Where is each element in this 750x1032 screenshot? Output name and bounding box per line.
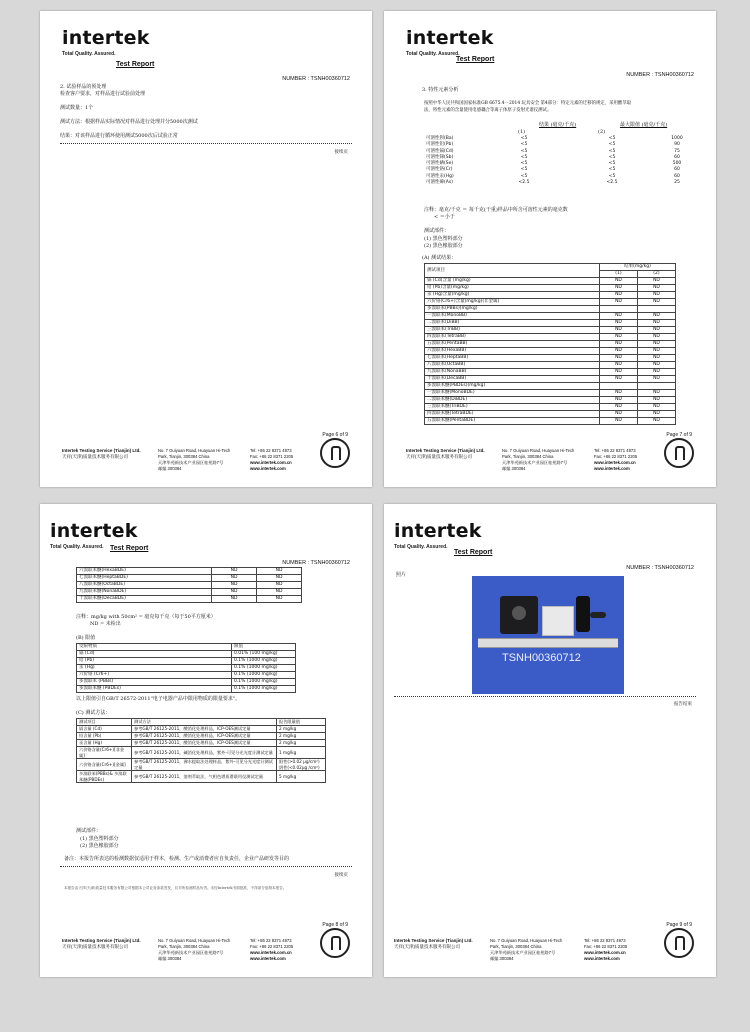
table-row bbox=[425, 418, 676, 425]
table-cell: 多溴联苯醚 (PBDEs) bbox=[77, 686, 232, 693]
table-cell: 参考GB/T 26125-2011，沸水提取法处理样品，紫外-可见分光光度计测试定量 bbox=[132, 759, 277, 771]
table-cell: 六价铬(Cr6+)含量(mg/kg)(非金属) bbox=[425, 299, 600, 306]
table-row bbox=[77, 589, 302, 596]
col-2-header: (2) bbox=[598, 129, 606, 135]
table-row bbox=[425, 306, 676, 313]
intertek-logo: intertek bbox=[394, 520, 482, 542]
table-cell: 二溴联苯(DiBB) bbox=[425, 320, 600, 327]
footer-address: No. 7 Guiyuan Road, Huayuan Hi-Tech Park, Tianjin, 300384 China 天津华苑新技术产业园区桂苑路7号 邮编 300384 bbox=[490, 938, 563, 961]
element-result-2: <5 bbox=[608, 148, 616, 154]
table-cell: ND bbox=[600, 299, 638, 306]
table-row bbox=[425, 390, 676, 397]
table-row bbox=[77, 672, 296, 679]
table-cell: 十溴联苯醚(DecaBDE) bbox=[77, 596, 212, 603]
element-result-2: <5 bbox=[608, 161, 616, 167]
table-cell: ND bbox=[637, 292, 675, 299]
photo-label: 照片 bbox=[396, 572, 407, 578]
table-cell: 0.1% (1000 mg/kg) bbox=[232, 665, 296, 672]
table-row bbox=[77, 747, 326, 759]
table-cell: ND bbox=[600, 362, 638, 369]
table-cell: 2 mg/kg bbox=[277, 733, 326, 740]
table-cell: 阳性(>0.02 μg/cm²) 阴性(<0.02μg /cm²) bbox=[277, 759, 326, 771]
table-cell: 参考GB/T 26125-2011，酸消化处理样品，ICP-OES测试定量 bbox=[132, 726, 277, 733]
limit-note: 以上限值引自GB/T 26572-2011"电子电器产品中限用物质的限量要求"。 bbox=[76, 696, 241, 702]
dotted-divider bbox=[60, 866, 352, 867]
intertek-logo: intertek bbox=[406, 27, 494, 49]
table-row bbox=[425, 383, 676, 390]
report-title: Test Report bbox=[454, 549, 493, 556]
spacer bbox=[538, 180, 598, 186]
section-line: 检查客户要求，对样品进行试验前处理 bbox=[60, 91, 146, 97]
table-cell: 七溴联苯醚(HeptaBDE) bbox=[77, 575, 212, 582]
table-cell: 2 mg/kg bbox=[277, 726, 326, 733]
table-cell: 六价铬含量(Cr6+)[金属] bbox=[77, 759, 132, 771]
table-row bbox=[425, 292, 676, 299]
table-cell: ND bbox=[637, 369, 675, 376]
brand-tagline: Total Quality. Assured. bbox=[394, 544, 448, 550]
part-item: (1) 黑色塑料部分 bbox=[80, 836, 119, 842]
page-footer bbox=[40, 432, 372, 487]
brand-tagline: Total Quality. Assured. bbox=[406, 51, 460, 57]
page-number: Page 8 of 9 bbox=[322, 922, 348, 928]
table-cell: ND bbox=[600, 397, 638, 404]
table-cell: 铅 (Pb)含量(mg/kg) bbox=[425, 285, 600, 292]
certification-seal-icon bbox=[320, 438, 350, 468]
table-cell: ND bbox=[600, 292, 638, 299]
report-number: NUMBER : TSNH00360712 bbox=[626, 72, 694, 78]
part-item: (1) 黑色塑料部分 bbox=[424, 236, 463, 242]
footer-company: Intertek Testing Service (Tianjin) Ltd. 天祥(天津)质量技术服务有限公司 bbox=[406, 448, 485, 459]
table-cell: 七溴联苯(HeptaBB) bbox=[425, 355, 600, 362]
table-cell: 八溴联苯醚(OctaBDE) bbox=[77, 582, 212, 589]
element-result-1: <5 bbox=[520, 161, 528, 167]
page-footer bbox=[384, 922, 716, 977]
report-number: NUMBER : TSNH00360712 bbox=[282, 76, 350, 82]
certification-seal-icon bbox=[664, 438, 694, 468]
table-cell: 二溴联苯醚(DiBDE) bbox=[425, 397, 600, 404]
table-cell: ND bbox=[600, 320, 638, 327]
limit-title: (B) 限值 bbox=[76, 635, 96, 641]
footer-company: Intertek Testing Service (Tianjin) Ltd. 天祥(天津)质量技术服务有限公司 bbox=[62, 448, 141, 459]
table-cell: ND bbox=[637, 334, 675, 341]
table-cell: ND bbox=[637, 327, 675, 334]
rohs-results-table bbox=[424, 263, 676, 425]
element-result-1: <5 bbox=[520, 154, 528, 160]
intro-text: 按照中华人民共和国国家标准GB 6675.4－2014 玩具安全 第4部分：特定元素的迁移的规定，采用酸萃取 bbox=[424, 101, 632, 106]
table-cell: 多溴联苯醚(PBDEs)(mg/kg) bbox=[425, 383, 600, 390]
table-cell: ND bbox=[600, 327, 638, 334]
table-row bbox=[77, 759, 326, 771]
table-row bbox=[77, 733, 326, 740]
dotted-divider bbox=[394, 696, 696, 697]
table-cell: ND bbox=[637, 404, 675, 411]
element-name: 可溶性砷(As) bbox=[426, 180, 453, 186]
table-cell: ND bbox=[212, 596, 257, 603]
table-cell: 0.1% (1000 mg/kg) bbox=[232, 672, 296, 679]
footer-address: No. 7 Guiyuan Road, Huayuan Hi-Tech Park, Tianjin, 300384 China 天津华苑新技术产业园区桂苑路7号 邮编 300384 bbox=[158, 938, 231, 961]
table-cell: 九溴联苯醚(NonaBDE) bbox=[77, 589, 212, 596]
table-row bbox=[77, 658, 296, 665]
table-row bbox=[425, 341, 676, 348]
table-cell: 参考GB/T 26125-2011，碱消化处理样品，紫外-可见分光光度计测试定量 bbox=[132, 747, 277, 759]
table-cell: ND bbox=[600, 404, 638, 411]
end-of-report: 报告结束 bbox=[674, 702, 692, 707]
table-row bbox=[425, 320, 676, 327]
element-result-1: <5 bbox=[520, 148, 528, 154]
table-cell: 一溴联苯醚(MonoBDE) bbox=[425, 390, 600, 397]
table-cell: ND bbox=[600, 355, 638, 362]
intro-text: 法，将性元素的含量使用电感耦合等离子体原子发射光谱仪测试。 bbox=[424, 108, 552, 113]
table-cell: ND bbox=[600, 376, 638, 383]
table-cell: ND bbox=[600, 348, 638, 355]
subsection-heading: (A) 测试结果： bbox=[422, 255, 457, 261]
table-cell: ND bbox=[212, 568, 257, 575]
table-cell: ND bbox=[600, 341, 638, 348]
table-cell: ND bbox=[637, 390, 675, 397]
brand-tagline: Total Quality. Assured. bbox=[50, 544, 104, 550]
table-cell: 五溴联苯醚(PentaBDE) bbox=[425, 418, 600, 425]
continued-note: 接续页 bbox=[334, 873, 348, 878]
table-cell: ND bbox=[637, 313, 675, 320]
table-cell: 多溴联苯(PBBs)(mg/kg) bbox=[425, 306, 600, 313]
table-row bbox=[425, 362, 676, 369]
table-row bbox=[425, 355, 676, 362]
result-header: 结果 (毫克/千克) bbox=[539, 122, 577, 128]
table-row bbox=[425, 334, 676, 341]
table-row bbox=[425, 397, 676, 404]
table-row bbox=[77, 740, 326, 747]
element-name: 可溶性镉(Cd) bbox=[426, 148, 454, 154]
note-text: 注释：毫克/千克 ＝ 每千克(干重)样品中所含可溶性元素的毫克数 bbox=[424, 207, 568, 213]
rohs-results-table-continued bbox=[76, 567, 302, 603]
continued-note: 接续页 bbox=[334, 150, 348, 155]
fine-print: 本报告由天祥(天津)质量技术服务有限公司根据本公司业务条款签发，仅对所检测样品负责。未经Intertek书面批准，不得部分复制本报告。 bbox=[64, 886, 287, 890]
report-title: Test Report bbox=[110, 545, 149, 552]
table-cell: 六价铬 (Cr6+) bbox=[77, 672, 232, 679]
table-row bbox=[425, 348, 676, 355]
table-cell: ND bbox=[212, 575, 257, 582]
element-name: 可溶性铅(Pb) bbox=[426, 142, 454, 148]
table-row bbox=[77, 568, 302, 575]
footer-contact: Tel: +86 22 8371 4973 Fax: +86 22 8371 2205 www.intertek.com.cn www.intertek.com bbox=[250, 938, 294, 961]
table-cell: ND bbox=[600, 411, 638, 418]
footer-company: Intertek Testing Service (Tianjin) Ltd. 天祥(天津)质量技术服务有限公司 bbox=[394, 938, 473, 949]
element-limit: 75 bbox=[674, 148, 680, 154]
table-cell: ND bbox=[637, 285, 675, 292]
table-row bbox=[425, 278, 676, 285]
table-cell: 2 mg/kg bbox=[277, 740, 326, 747]
table-cell: ND bbox=[600, 418, 638, 425]
table-cell: 六价铬含量(Cr6+)[非金属] bbox=[77, 747, 132, 759]
table-header: 测试方法 bbox=[132, 719, 277, 726]
table-cell: 0.1% (1000 mg/kg) bbox=[232, 679, 296, 686]
intertek-logo: intertek bbox=[62, 27, 150, 49]
table-row bbox=[425, 285, 676, 292]
table-row bbox=[425, 369, 676, 376]
element-limit: 60 bbox=[674, 167, 680, 173]
table-cell: ND bbox=[257, 596, 302, 603]
element-name: 可溶性汞(Hg) bbox=[426, 173, 454, 179]
element-result-2: <2.5 bbox=[606, 180, 618, 186]
element-result-1: <5 bbox=[520, 142, 528, 148]
table-row bbox=[425, 313, 676, 320]
section-line: 结果：对该样品进行循环使用测试5000次后试验正常 bbox=[60, 133, 178, 139]
table-cell bbox=[600, 306, 638, 313]
table-header: (1) bbox=[600, 271, 638, 278]
product-box-image bbox=[500, 596, 538, 634]
device-image bbox=[576, 596, 590, 632]
report-number: NUMBER : TSNH00360712 bbox=[282, 560, 350, 566]
photo-caption: TSNH00360712 bbox=[502, 652, 581, 664]
parts-title: 测试部件： bbox=[76, 828, 102, 834]
table-cell: ND bbox=[637, 411, 675, 418]
report-page-7 bbox=[384, 11, 716, 487]
page-number: Page 7 of 9 bbox=[666, 432, 692, 438]
table-header: (2) bbox=[637, 271, 675, 278]
table-row bbox=[425, 411, 676, 418]
element-result-2: <5 bbox=[608, 167, 616, 173]
table-cell: 参考GB/T 26125-2011，酸消化处理样品，ICP-OES测试定量 bbox=[132, 733, 277, 740]
report-title: Test Report bbox=[456, 56, 495, 63]
table-cell: 十溴联苯(DecaBB) bbox=[425, 376, 600, 383]
table-cell bbox=[637, 383, 675, 390]
table-cell: 汞 (Hg)含量(mg/kg) bbox=[425, 292, 600, 299]
remark-text: 备注：本报告所表达的检测数据仅适用于样本，检测、生产或消费者应自负责任，企业产品研发等目的 bbox=[64, 856, 290, 862]
parts-title: 测试部件： bbox=[424, 228, 450, 234]
table-cell: ND bbox=[637, 348, 675, 355]
table-row bbox=[425, 404, 676, 411]
section-line: 测试数量：1个 bbox=[60, 105, 94, 111]
table-cell: ND bbox=[257, 582, 302, 589]
method-title: (C) 测试方法： bbox=[76, 710, 111, 716]
page-footer bbox=[40, 922, 372, 977]
element-limit: 500 bbox=[672, 161, 682, 167]
footer-company: Intertek Testing Service (Tianjin) Ltd. 天祥(天津)质量技术服务有限公司 bbox=[62, 938, 141, 949]
footer-contact: Tel: +86 22 8371 4973 Fax: +86 22 8371 2205 www.intertek.com.cn www.intertek.com bbox=[594, 448, 638, 471]
footer-contact: Tel: +86 22 8371 4973 Fax: +86 22 8371 2205 www.intertek.com.cn www.intertek.com bbox=[250, 448, 294, 471]
table-cell: ND bbox=[637, 341, 675, 348]
element-result-2: <5 bbox=[608, 154, 616, 160]
table-cell: 0.01% (100 mg/kg) bbox=[232, 651, 296, 658]
table-header: 测试项目 bbox=[77, 719, 132, 726]
table-cell: 三溴联苯醚(TriBDE) bbox=[425, 404, 600, 411]
table-cell: 一溴联苯(MonoBB) bbox=[425, 313, 600, 320]
table-cell: 五溴联苯(PentaBB) bbox=[425, 341, 600, 348]
element-result-2: <5 bbox=[608, 136, 616, 141]
element-limit: 90 bbox=[674, 142, 680, 148]
certification-seal-icon bbox=[320, 928, 350, 958]
table-cell: ND bbox=[637, 397, 675, 404]
table-cell: 六溴联苯(HexaBB) bbox=[425, 348, 600, 355]
table-header: 限值 bbox=[232, 644, 296, 651]
table-cell: 镉含量 (Cd) bbox=[77, 726, 132, 733]
table-cell: 六溴联苯醚(HexaBDE) bbox=[77, 568, 212, 575]
page-number: Page 6 of 9 bbox=[322, 432, 348, 438]
table-cell: 镉 (Cd)含量 (mg/kg) bbox=[425, 278, 600, 285]
table-header: 测试项目 bbox=[425, 264, 600, 278]
table-cell: 铅 (Pb) bbox=[77, 658, 232, 665]
limit-header: 最大限值 (毫克/千克) bbox=[620, 122, 668, 128]
table-cell: 八溴联苯(OctaBB) bbox=[425, 362, 600, 369]
table-cell: 0.1% (1000 mg/kg) bbox=[232, 686, 296, 693]
spacer bbox=[626, 180, 660, 186]
certification-seal-icon bbox=[664, 928, 694, 958]
table-cell: ND bbox=[637, 362, 675, 369]
table-cell: ND bbox=[600, 278, 638, 285]
element-limit: 60 bbox=[674, 173, 680, 179]
element-limit: 1000 bbox=[671, 136, 683, 141]
table-cell bbox=[600, 383, 638, 390]
sample-photo bbox=[472, 576, 624, 694]
table-cell: 四溴联苯醚(TetraBDE) bbox=[425, 411, 600, 418]
element-migration-table bbox=[424, 136, 694, 186]
footer-contact: Tel: +86 22 8371 4973 Fax: +86 22 8371 2205 www.intertek.com.cn www.intertek.com bbox=[584, 938, 628, 961]
table-cell: 铅含量 (Pb) bbox=[77, 733, 132, 740]
table-cell: 多溴联苯(PBBs)& 多溴联苯醚(PBDEs) bbox=[77, 771, 132, 783]
report-page-8 bbox=[40, 504, 372, 977]
footer-address: No. 7 Guiyuan Road, Huayuan Hi-Tech Park, Tianjin, 300384 China 天津华苑新技术产业园区桂苑路7号 邮编 300384 bbox=[158, 448, 231, 471]
element-row bbox=[424, 180, 694, 186]
table-row bbox=[77, 726, 326, 733]
table-cell: ND bbox=[257, 575, 302, 582]
table-cell: 参考GB/T 26125-2011，酸消化处理样品，ICP-OES测试定量 bbox=[132, 740, 277, 747]
table-cell: ND bbox=[600, 369, 638, 376]
table-row bbox=[77, 771, 326, 783]
element-result-2: <5 bbox=[608, 173, 616, 179]
note-text: 注释：mg/kg with 50cm² = 毫克每千克（每于50平方厘米） bbox=[76, 614, 216, 620]
part-item: (2) 黑色橡胶部分 bbox=[424, 243, 463, 249]
report-title: Test Report bbox=[116, 61, 155, 68]
table-cell: 三溴联苯(TriBB) bbox=[425, 327, 600, 334]
element-result-1: <5 bbox=[520, 136, 528, 141]
element-result-1: <5 bbox=[520, 167, 528, 173]
table-cell: 5 mg/kg bbox=[277, 771, 326, 783]
table-cell: ND bbox=[637, 376, 675, 383]
table-header: 受限物质 bbox=[77, 644, 232, 651]
table-cell: ND bbox=[637, 418, 675, 425]
dotted-divider bbox=[60, 143, 352, 144]
ruler-image bbox=[478, 638, 618, 648]
table-cell bbox=[637, 306, 675, 313]
table-cell: ND bbox=[637, 299, 675, 306]
method-table bbox=[76, 718, 326, 783]
table-cell: 汞 (Hg) bbox=[77, 665, 232, 672]
brand-tagline: Total Quality. Assured. bbox=[62, 51, 116, 57]
element-result-2: <5 bbox=[608, 142, 616, 148]
part-item: (2) 黑色橡胶部分 bbox=[80, 843, 119, 849]
cable-image bbox=[590, 612, 606, 618]
table-row bbox=[77, 582, 302, 589]
footer-address: No. 7 Guiyuan Road, Huayuan Hi-Tech Park, Tianjin, 300384 China 天津华苑新技术产业园区桂苑路7号 邮编 300384 bbox=[502, 448, 575, 471]
table-row bbox=[425, 327, 676, 334]
element-result-1: <5 bbox=[520, 173, 528, 179]
col-1-header: (1) bbox=[518, 129, 526, 135]
table-cell: ND bbox=[637, 278, 675, 285]
note-text: < ＝小于 bbox=[434, 214, 455, 220]
element-limit: 60 bbox=[674, 154, 680, 160]
table-cell: ND bbox=[257, 589, 302, 596]
element-limit: 25 bbox=[674, 180, 680, 186]
table-header: 报告限量值 bbox=[277, 719, 326, 726]
element-name: 可溶性硒(Se) bbox=[426, 161, 454, 167]
table-cell: ND bbox=[637, 320, 675, 327]
table-row bbox=[77, 575, 302, 582]
table-cell: 1 mg/kg bbox=[277, 747, 326, 759]
report-number: NUMBER : TSNH00360712 bbox=[626, 565, 694, 571]
element-name: 可溶性铬(Cr) bbox=[426, 167, 453, 173]
table-cell: 0.1% (1000 mg/kg) bbox=[232, 658, 296, 665]
table-row bbox=[425, 299, 676, 306]
table-cell: 参考GB/T 26125-2011，溶剂萃取法，气相色谱质谱联用仪测试定量 bbox=[132, 771, 277, 783]
table-cell: ND bbox=[600, 334, 638, 341]
table-cell: ND bbox=[257, 568, 302, 575]
table-cell: ND bbox=[212, 582, 257, 589]
table-cell: ND bbox=[600, 285, 638, 292]
table-cell: 多溴联苯 (PBBs) bbox=[77, 679, 232, 686]
table-cell: 九溴联苯(NonaBB) bbox=[425, 369, 600, 376]
table-cell: 四溴联苯(TetraBB) bbox=[425, 334, 600, 341]
table-row bbox=[77, 651, 296, 658]
table-row bbox=[425, 376, 676, 383]
page-footer bbox=[384, 432, 716, 487]
table-row bbox=[77, 686, 296, 693]
table-row bbox=[77, 665, 296, 672]
element-name: 可溶性钡(Ba) bbox=[426, 136, 454, 141]
table-cell: 汞含量 (Hg) bbox=[77, 740, 132, 747]
table-header: 结果(mg/kg) bbox=[600, 264, 676, 271]
intertek-logo: intertek bbox=[50, 520, 138, 542]
table-row bbox=[77, 679, 296, 686]
element-result-1: <2.5 bbox=[518, 180, 530, 186]
section-heading: 3. 特性元素分析 bbox=[422, 87, 459, 93]
page-number: Page 9 of 9 bbox=[666, 922, 692, 928]
product-packaging-image bbox=[542, 606, 574, 636]
table-row bbox=[77, 596, 302, 603]
table-cell: ND bbox=[637, 355, 675, 362]
table-cell: 镉 (Cd) bbox=[77, 651, 232, 658]
section-line: 测试方法：根据样品实际情况对样品进行处理并分5000次测试 bbox=[60, 119, 198, 125]
limit-table bbox=[76, 643, 296, 693]
report-page-9 bbox=[384, 504, 716, 977]
table-cell: ND bbox=[600, 390, 638, 397]
report-page-6 bbox=[40, 11, 372, 487]
note-text: ND = 未检出 bbox=[90, 621, 121, 627]
table-cell: ND bbox=[600, 313, 638, 320]
section-line: 2. 试验样品的预处理 bbox=[60, 84, 107, 90]
table-cell: ND bbox=[212, 589, 257, 596]
element-name: 可溶性锑(Sb) bbox=[426, 154, 454, 160]
